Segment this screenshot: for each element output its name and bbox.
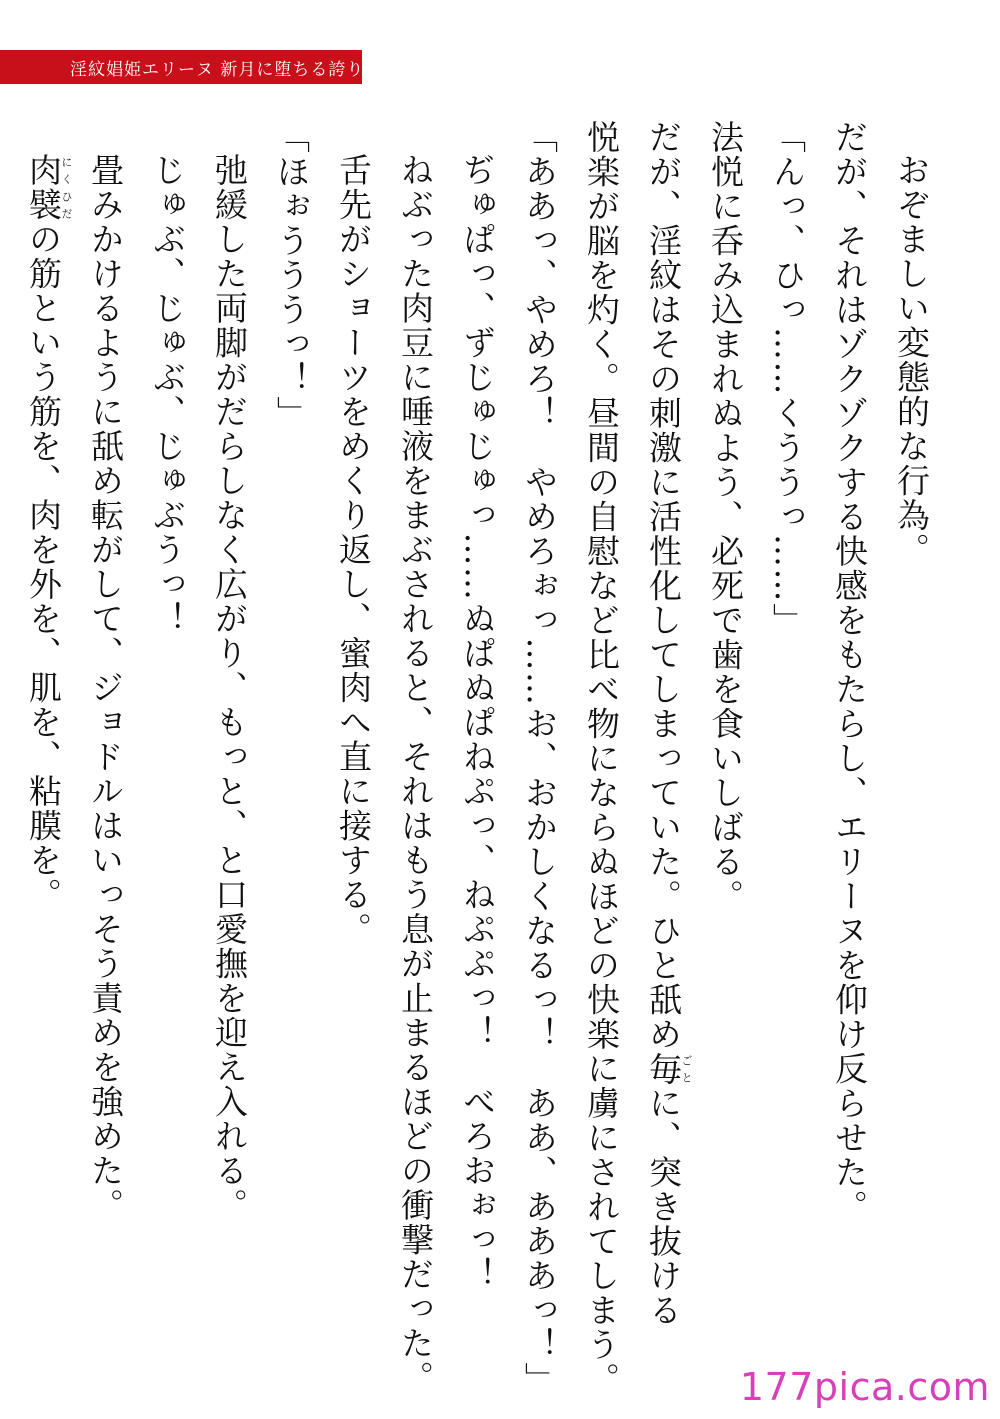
ruby-annotation: 肉襞にくひだ [24, 153, 73, 222]
book-title: 淫紋娼姫エリーヌ 新月に堕ちる誇り [70, 59, 365, 80]
text-line: ねぶった肉豆に唾液をまぶされると、それはもう息が止まるほどの衝撃だった。 [396, 153, 435, 1395]
text-line: おぞましい変態的な行為。 [892, 153, 931, 567]
text-line: 法悦に呑み込まれぬよう、必死で歯を食いしばる。 [706, 120, 745, 914]
text-line: 「ああっ、やめろ！ やめろぉっ……お、おかしくなるっ！ ああ、あああっ！」 [520, 120, 559, 1397]
ruby-reading: ごと [680, 1051, 693, 1086]
text-line: 舌先がショーツをめくり返し、蜜肉へ直に接する。 [334, 153, 373, 947]
ruby-reading: にくひだ [60, 153, 73, 222]
site-watermark: 177pica.com [739, 1365, 990, 1409]
text-line: 「んっ、ひっ……くううっ……」 [768, 120, 807, 638]
text-line: だが、淫紋はその刺激に活性化してしまっていた。ひと舐め毎ごとに、突き抜ける [644, 120, 693, 1328]
text-line: 弛緩した両脚がだらしなく広がり、もっと、と口愛撫を迎え入れる。 [210, 153, 249, 1223]
ruby-annotation: 毎ごと [644, 1051, 693, 1086]
text-line: だが、それはゾクゾクする快感をもたらし、エリーヌを仰け反らせた。 [830, 120, 869, 1224]
text-line: 肉襞にくひだの筋という筋を、肉を外を、肌を、粘膜を。 [24, 153, 73, 912]
text-line: 悦楽が脳を灼く。昼間の自慰など比べ物にならぬほどの快楽に虜にされてしまう。 [582, 120, 621, 1397]
text-line: 畳みかけるように舐め転がして、ジョドルはいっそう責めを強めた。 [86, 153, 125, 1223]
text-line: ぢゅぱっ、ずじゅじゅっ……ぬぱぬぱねぷっ、ねぷぷっ！ べろおぉっ！ [458, 153, 497, 1292]
text-line: じゅぶ、じゅぶ、じゅぶうっ！ [148, 153, 187, 636]
text-line: 「ほぉうううっ！」 [272, 120, 311, 431]
header-band [0, 50, 365, 84]
